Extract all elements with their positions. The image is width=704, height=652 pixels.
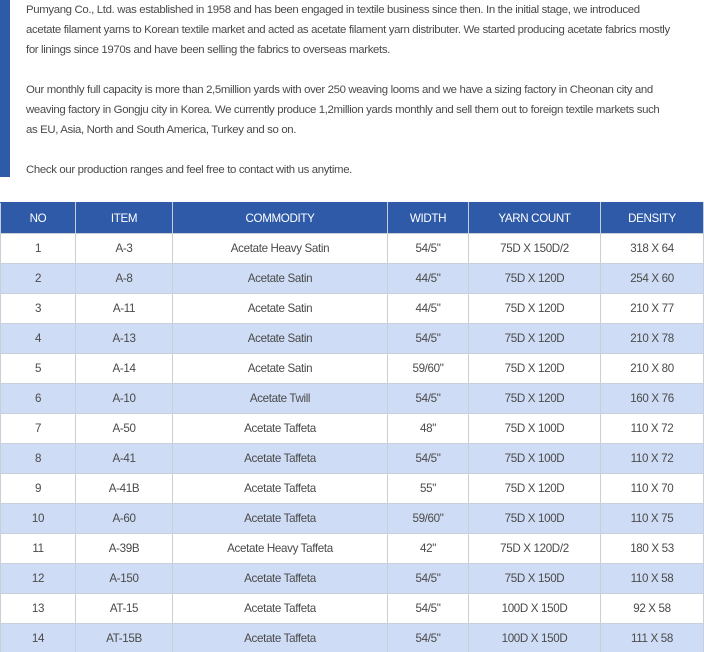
cell-commodity: Acetate Heavy Satin [173, 234, 388, 264]
cell-commodity: Acetate Satin [173, 294, 388, 324]
header-yarn-count: YARN COUNT [469, 203, 601, 234]
header-density: DENSITY [601, 203, 704, 234]
cell-density: 110 X 58 [601, 564, 704, 594]
cell-item: A-39B [76, 534, 173, 564]
cell-item: A-13 [76, 324, 173, 354]
cell-yarn-count: 75D X 100D [469, 444, 601, 474]
cell-item: A-50 [76, 414, 173, 444]
intro-line: Pumyang Co., Ltd. was established in 1958 and has been engaged in textile business since then. In the initial stage, we introduced [26, 4, 640, 16]
cell-yarn-count: 75D X 150D/2 [469, 234, 601, 264]
cell-width: 55" [388, 474, 469, 504]
cell-commodity: Acetate Taffeta [173, 444, 388, 474]
header-item: ITEM [76, 203, 173, 234]
cell-density: 318 X 64 [601, 234, 704, 264]
paragraph-gap [26, 60, 704, 80]
cell-no: 5 [1, 354, 76, 384]
cell-no: 13 [1, 594, 76, 624]
cell-item: AT-15B [76, 624, 173, 652]
cell-yarn-count: 75D X 120D [469, 324, 601, 354]
cell-width: 54/5" [388, 594, 469, 624]
cell-commodity: Acetate Heavy Taffeta [173, 534, 388, 564]
cell-density: 210 X 78 [601, 324, 704, 354]
production-range-table-container [0, 202, 704, 652]
cell-yarn-count: 75D X 100D [469, 504, 601, 534]
intro-line: acetate filament yarns to Korean textile market and acted as acetate filament yarn distributer. We started producing acetate fabrics mostly [26, 24, 670, 36]
cell-width: 48" [388, 414, 469, 444]
cell-width: 59/60" [388, 354, 469, 384]
intro-line: Our monthly full capacity is more than 2,5million yards with over 250 weaving looms and we have a sizing factory in Cheonan city and [26, 84, 653, 96]
cell-commodity: Acetate Taffeta [173, 594, 388, 624]
cell-item: A-8 [76, 264, 173, 294]
cell-width: 54/5" [388, 624, 469, 652]
cell-no: 6 [1, 384, 76, 414]
cell-item: AT-15 [76, 594, 173, 624]
cell-yarn-count: 75D X 100D [469, 414, 601, 444]
cell-item: A-41 [76, 444, 173, 474]
table-row [1, 294, 704, 324]
table-header-row [1, 203, 704, 234]
cell-width: 44/5" [388, 294, 469, 324]
table-row [1, 444, 704, 474]
cell-no: 12 [1, 564, 76, 594]
cell-yarn-count: 75D X 120D [469, 384, 601, 414]
cell-item: A-41B [76, 474, 173, 504]
cell-item: A-3 [76, 234, 173, 264]
cell-density: 111 X 58 [601, 624, 704, 652]
cell-density: 92 X 58 [601, 594, 704, 624]
cell-yarn-count: 75D X 120D [469, 264, 601, 294]
cell-density: 110 X 72 [601, 444, 704, 474]
cell-commodity: Acetate Taffeta [173, 564, 388, 594]
cell-density: 110 X 70 [601, 474, 704, 504]
table-row [1, 624, 704, 652]
cell-commodity: Acetate Taffeta [173, 414, 388, 444]
header-width: WIDTH [388, 203, 469, 234]
cell-commodity: Acetate Taffeta [173, 474, 388, 504]
header-commodity: COMMODITY [173, 203, 388, 234]
accent-bar [0, 0, 10, 177]
cell-yarn-count: 75D X 150D [469, 564, 601, 594]
table-row [1, 234, 704, 264]
cell-yarn-count: 75D X 120D [469, 294, 601, 324]
production-range-table [0, 202, 704, 652]
cell-no: 1 [1, 234, 76, 264]
table-row [1, 324, 704, 354]
cell-no: 8 [1, 444, 76, 474]
cell-no: 3 [1, 294, 76, 324]
table-body [1, 234, 704, 652]
cell-no: 10 [1, 504, 76, 534]
cell-width: 44/5" [388, 264, 469, 294]
cell-width: 59/60" [388, 504, 469, 534]
cell-width: 54/5" [388, 234, 469, 264]
company-intro [26, 0, 704, 180]
cell-density: 180 X 53 [601, 534, 704, 564]
cell-no: 4 [1, 324, 76, 354]
cell-commodity: Acetate Satin [173, 324, 388, 354]
intro-line: Check our production ranges and feel free to contact with us anytime. [26, 164, 352, 176]
intro-line: weaving factory in Gongju city in Korea. We currently produce 1,2million yards monthly and sell them out to foreign textile markets such [26, 104, 660, 116]
table-row [1, 534, 704, 564]
cell-width: 54/5" [388, 384, 469, 414]
cell-yarn-count: 75D X 120D [469, 354, 601, 384]
intro-line: as EU, Asia, North and South America, Turkey and so on. [26, 124, 297, 136]
cell-item: A-14 [76, 354, 173, 384]
table-row [1, 264, 704, 294]
table-row [1, 354, 704, 384]
cell-no: 9 [1, 474, 76, 504]
cell-density: 210 X 77 [601, 294, 704, 324]
cell-density: 254 X 60 [601, 264, 704, 294]
table-row [1, 474, 704, 504]
cell-commodity: Acetate Taffeta [173, 504, 388, 534]
cell-yarn-count: 100D X 150D [469, 594, 601, 624]
cell-width: 54/5" [388, 444, 469, 474]
table-row [1, 414, 704, 444]
cell-item: A-10 [76, 384, 173, 414]
cell-density: 110 X 72 [601, 414, 704, 444]
cell-no: 14 [1, 624, 76, 652]
cell-density: 210 X 80 [601, 354, 704, 384]
cell-density: 160 X 76 [601, 384, 704, 414]
cell-commodity: Acetate Satin [173, 264, 388, 294]
cell-yarn-count: 75D X 120D/2 [469, 534, 601, 564]
cell-yarn-count: 100D X 150D [469, 624, 601, 652]
header-no: NO [1, 203, 76, 234]
cell-item: A-150 [76, 564, 173, 594]
table-row [1, 384, 704, 414]
cell-yarn-count: 75D X 120D [469, 474, 601, 504]
cell-width: 54/5" [388, 564, 469, 594]
cell-density: 110 X 75 [601, 504, 704, 534]
paragraph-gap [26, 140, 704, 160]
table-row [1, 594, 704, 624]
cell-item: A-11 [76, 294, 173, 324]
table-row [1, 564, 704, 594]
cell-no: 7 [1, 414, 76, 444]
cell-width: 54/5" [388, 324, 469, 354]
table-row [1, 504, 704, 534]
cell-commodity: Acetate Twill [173, 384, 388, 414]
intro-line: for linings since 1970s and have been selling the fabrics to overseas markets. [26, 44, 390, 56]
cell-item: A-60 [76, 504, 173, 534]
cell-commodity: Acetate Taffeta [173, 624, 388, 652]
cell-no: 2 [1, 264, 76, 294]
cell-commodity: Acetate Satin [173, 354, 388, 384]
cell-no: 11 [1, 534, 76, 564]
cell-width: 42" [388, 534, 469, 564]
